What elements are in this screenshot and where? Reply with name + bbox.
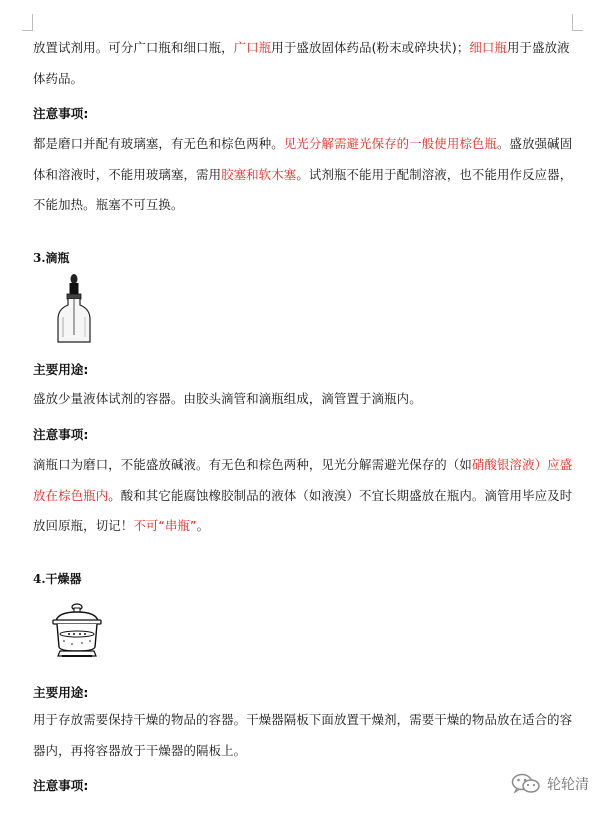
- heading-notes: 注意事项:: [33, 778, 89, 793]
- section-title-dropper-bottle: 3.滴瓶: [33, 251, 70, 265]
- desiccator-icon: [50, 601, 104, 659]
- highlight-text: 见光分解需避光保存的一般使用棕色瓶: [283, 136, 498, 151]
- text-run: 。试剂瓶不能用于配制溶液，也不能用作反应器，不能加热。瓶塞不可互换。: [33, 166, 573, 212]
- paragraph-use-dropper-bottle: 盛放少量液体试剂的容器。由胶头滴管和滴瓶组成，滴管置于滴瓶内。: [33, 391, 422, 406]
- heading-notes: 注意事项:: [33, 427, 89, 442]
- highlight-text: 硝酸银溶液）应盛放在棕色瓶内: [33, 457, 573, 503]
- text-run: 滴瓶口为磨口，不能盛放碱液。有无色和棕色两种，见光分解需避光保存的（如: [33, 457, 472, 472]
- heading-main-use: 主要用途:: [33, 685, 89, 700]
- highlight-text: 胶塞和软木塞: [221, 166, 297, 182]
- paragraph-notes-dropper-bottle: [33, 450, 578, 542]
- text-run: 。酸和其它能腐蚀橡胶制品的液体（如液溴）不宜长期盛放在瓶内。滴管用毕应及时放回原瓶，切记！: [33, 487, 573, 533]
- watermark: [511, 772, 589, 796]
- paragraph-reagent-bottle-types: [33, 33, 578, 94]
- wechat-icon: [511, 772, 541, 796]
- highlight-text: 细口瓶: [469, 40, 507, 55]
- text-run: 。盛放强碱固体和溶液时，不能用玻璃塞，需用: [33, 136, 573, 182]
- text-run: 都是磨口并配有玻璃塞，有无色和棕色两种。: [33, 136, 284, 151]
- text-run: 。: [196, 518, 210, 533]
- highlight-text: 广口瓶: [233, 40, 272, 55]
- paragraph-notes-reagent-bottle: [33, 129, 578, 221]
- dropper-bottle-icon: [52, 273, 98, 345]
- page-corner-mark: [22, 14, 33, 31]
- text-run: 用于盛放固体药品(粉末或碎块状)；: [271, 40, 470, 55]
- page-corner-mark: [572, 14, 583, 31]
- watermark-text: 轮轮清: [547, 777, 589, 793]
- highlight-text: 不可“串瓶”: [133, 518, 197, 533]
- heading-notes: 注意事项:: [33, 106, 89, 121]
- paragraph-use-desiccator: 用于存放需要保持干燥的物品的容器。干燥器隔板下面放置干燥剂，需要干燥的物品放在适合的容器内，再将容器放于干燥器的隔板上。: [33, 712, 573, 758]
- text-run: 用于盛放液体药品。: [33, 40, 570, 86]
- text-run: 放置试剂用。可分广口瓶和细口瓶，: [33, 40, 234, 55]
- heading-main-use: 主要用途:: [33, 362, 89, 377]
- section-title-desiccator: 4.干燥器: [33, 572, 82, 586]
